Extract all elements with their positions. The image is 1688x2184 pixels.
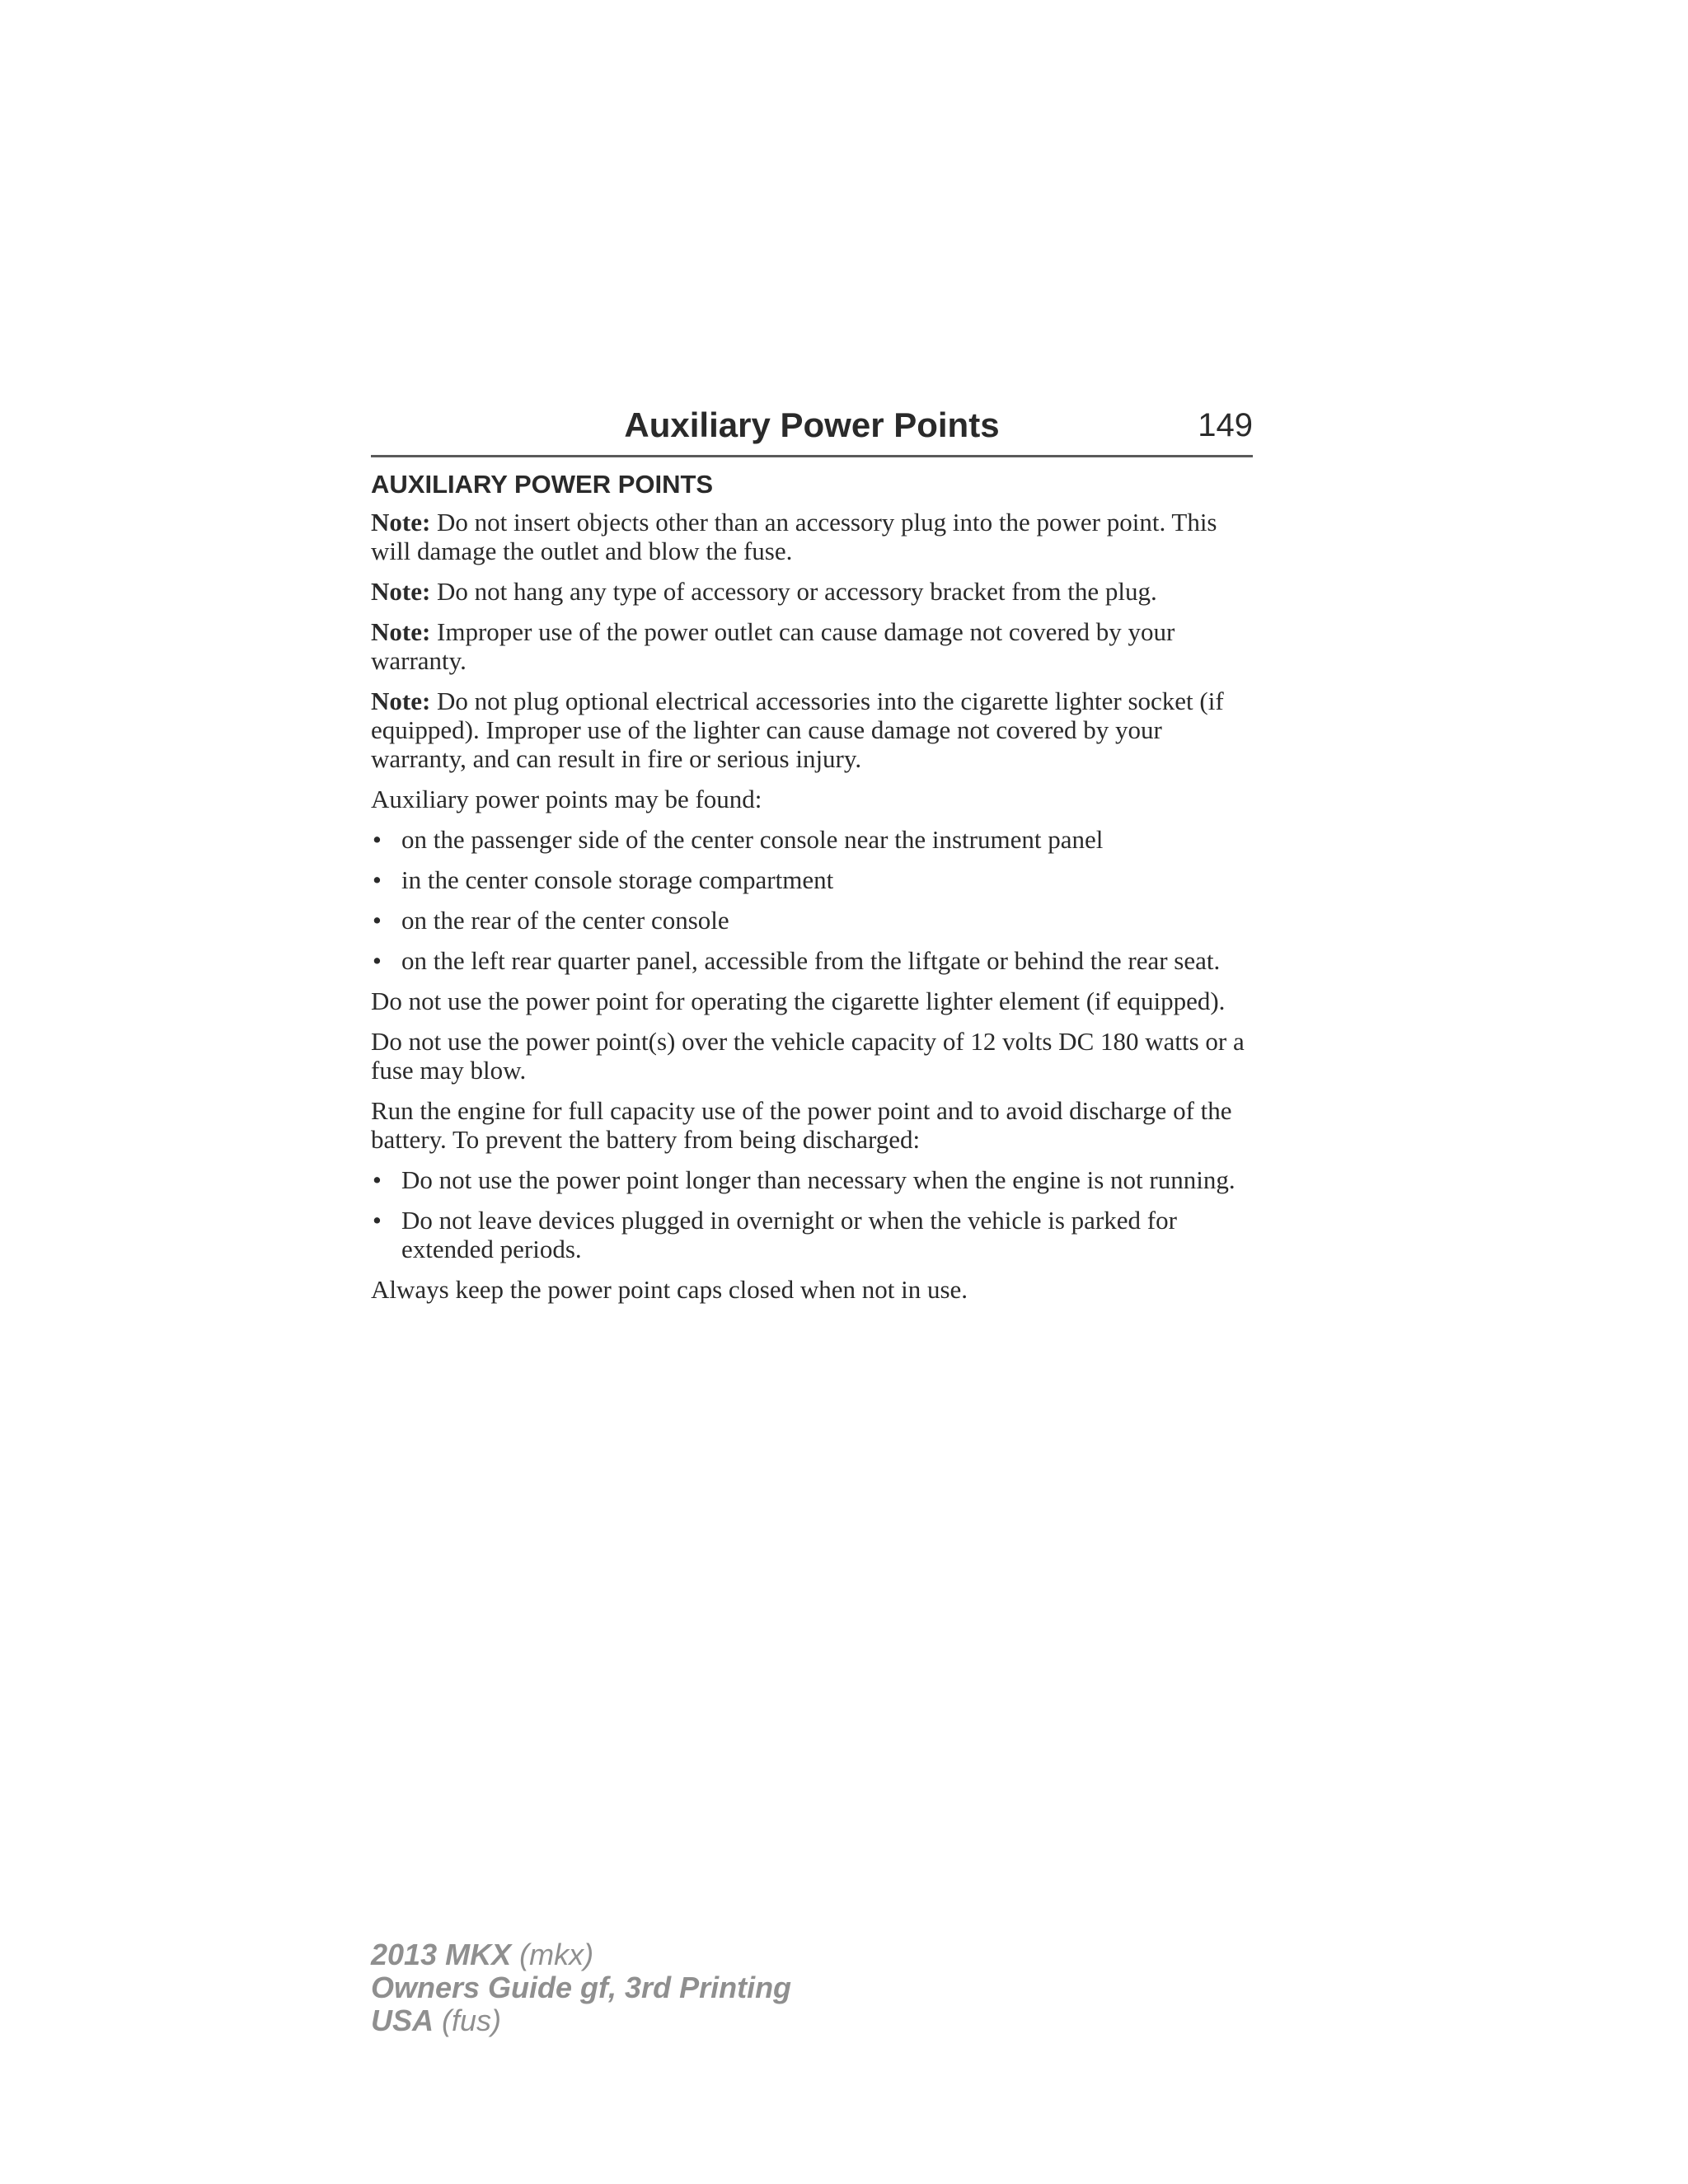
body-paragraph: Do not use the power point for operating the cigarette lighter element (if equipped). [371,987,1226,1015]
note-paragraph [371,577,1257,606]
note-paragraph [371,617,1257,675]
page-footer [371,1938,791,2037]
bullet-icon: • [373,1165,382,1194]
list-item [371,825,1257,854]
note-label: Note: [371,617,431,646]
page-number: 149 [1198,407,1253,443]
footer-market-code: (fus) [434,2004,502,2037]
bullet-icon: • [373,906,382,935]
list-item-text: on the rear of the center console [401,906,729,935]
footer-model: 2013 MKX [371,1938,512,1971]
note-paragraph [371,508,1257,565]
footer-guide: Owners Guide gf, 3rd Printing [371,1971,792,2004]
bullet-icon: • [373,946,382,975]
body-paragraph: Run the engine for full capacity use of the power point and to avoid discharge of the battery. To prevent the battery from being discharged: [371,1096,1232,1154]
note-label: Note: [371,577,431,606]
list-item [371,1165,1257,1194]
footer-market: USA [371,2004,434,2037]
bullet-icon: • [373,865,382,894]
footer-model-code: (mkx) [511,1938,594,1971]
note-text: Do not plug optional electrical accessories into the cigarette lighter socket (if equipped). Improper use of the lighter can cause damage not covered by your warranty, and can result in fire or serious injury. [371,687,1224,773]
locations-intro: Auxiliary power points may be found: [371,785,762,813]
note-text: Improper use of the power outlet can cause damage not covered by your warranty. [371,617,1175,675]
bullet-icon: • [373,1206,382,1235]
list-item-text: Do not leave devices plugged in overnight or when the vehicle is parked for extended periods. [401,1206,1177,1263]
list-item-text: in the center console storage compartment [401,865,834,894]
bullet-icon: • [373,825,382,854]
footer-line-market [371,2004,791,2037]
note-label: Note: [371,508,431,537]
note-text: Do not hang any type of accessory or accessory bracket from the plug. [430,577,1157,606]
list-item [371,946,1257,975]
note-paragraph [371,687,1257,773]
closing-paragraph: Always keep the power point caps closed when not in use. [371,1275,968,1304]
list-item [371,1206,1257,1263]
list-item-text: on the passenger side of the center console near the instrument panel [401,825,1104,854]
body-paragraph: Do not use the power point(s) over the vehicle capacity of 12 volts DC 180 watts or a fuse may blow. [371,1027,1245,1085]
footer-line-model [371,1938,791,1971]
section-heading: AUXILIARY POWER POINTS [371,470,714,499]
list-item-text: Do not use the power point longer than necessary when the engine is not running. [401,1165,1236,1194]
locations-list [371,825,1257,975]
page-header [371,402,1253,457]
note-text: Do not insert objects other than an accessory plug into the power point. This will damage the outlet and blow the fuse. [371,508,1217,565]
footer-line-guide [371,1971,791,2004]
page-content [371,468,1257,1315]
list-item [371,865,1257,894]
page-title: Auxiliary Power Points [624,405,1000,444]
list-item [371,906,1257,935]
battery-tips-list [371,1165,1257,1263]
list-item-text: on the left rear quarter panel, accessible from the liftgate or behind the rear seat. [401,946,1221,975]
note-label: Note: [371,687,431,715]
